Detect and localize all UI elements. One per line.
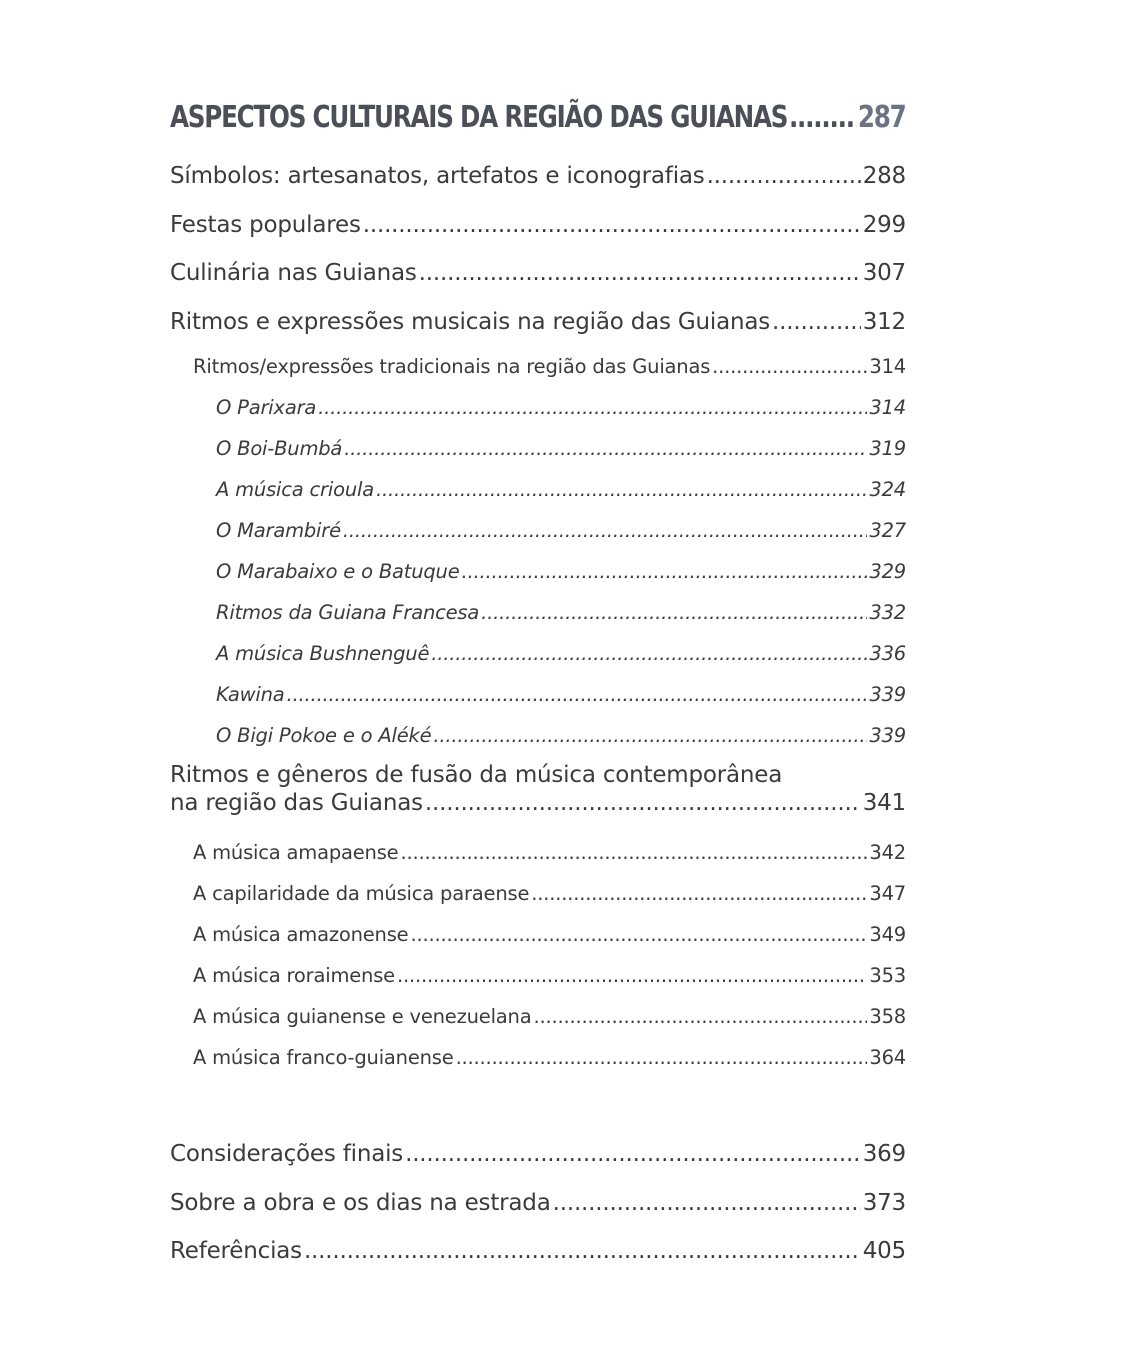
toc-entry-page: 349 [869, 923, 906, 946]
dot-leader [419, 249, 861, 298]
toc-subsubentry [170, 592, 906, 633]
dot-leader [712, 346, 867, 387]
dot-leader [405, 1130, 861, 1179]
toc-entry-label: Sobre a obra e os dias na estrada [170, 1189, 551, 1216]
dot-leader [531, 873, 867, 914]
toc-subsubentry [170, 715, 906, 756]
toc-entry-label: O Boi-Bumbá [216, 437, 343, 460]
toc-entry-label-line1: Ritmos e gêneros de fusão da música contemporânea [170, 762, 783, 788]
dot-leader [376, 469, 867, 510]
toc-entry-page: 353 [869, 964, 906, 987]
toc-entry-label: O Marabaixo e o Batuque [216, 560, 460, 583]
toc-entry-label: Símbolos: artesanatos, artefatos e iconografias [170, 163, 705, 189]
dot-leader [344, 428, 867, 469]
toc-entry-label: Considerações finais [170, 1141, 404, 1167]
toc-entry-label-line2: na região das Guianas [170, 790, 423, 816]
dot-leader [410, 914, 867, 955]
toc-entry-multiline [170, 762, 906, 818]
toc-subentry [170, 832, 906, 873]
toc-entry-label: A música Bushnenguê [216, 642, 430, 665]
toc-entry-page: 369 [862, 1141, 906, 1167]
toc-subentry [170, 955, 906, 996]
toc-entry-page: 319 [869, 437, 906, 460]
toc-entry-page: 327 [869, 519, 906, 542]
toc-subsubentry [170, 674, 906, 715]
toc-subentry [170, 914, 906, 955]
toc-subentry [170, 1037, 906, 1078]
toc-entry-page: 299 [862, 211, 906, 238]
toc-entry-label: O Marambiré [216, 519, 341, 542]
dot-leader [481, 592, 867, 633]
toc-entry-page: 373 [862, 1189, 906, 1216]
toc-entry [170, 249, 906, 298]
dot-leader [433, 715, 867, 756]
toc-entry-page: 324 [869, 478, 906, 501]
dot-leader [707, 152, 861, 201]
toc-entry [170, 298, 906, 347]
toc-subsubentry [170, 633, 906, 674]
dot-leader [363, 201, 861, 250]
toc-entry [170, 152, 906, 201]
toc-entry [170, 1179, 906, 1228]
dot-leader [772, 298, 861, 347]
toc-entry-label: Kawina [216, 683, 285, 706]
dot-leader [456, 1037, 868, 1078]
toc-entry-label: Ritmos da Guiana Francesa [216, 601, 480, 624]
toc-entry-page: 336 [869, 642, 906, 665]
section-page-number: 287 [857, 100, 906, 135]
toc-subentry [170, 346, 906, 387]
toc-entry-page: 332 [869, 601, 906, 624]
dot-leader [318, 387, 867, 428]
toc-entry-label: A música franco-guianense [193, 1046, 454, 1069]
toc-entry [170, 1227, 906, 1276]
toc-subsubentry [170, 428, 906, 469]
section-title: ASPECTOS CULTURAIS DA REGIÃO DAS GUIANAS [170, 100, 788, 135]
toc-entry-label: A música crioula [216, 478, 374, 501]
toc-entry-label: Culinária nas Guianas [170, 260, 417, 286]
dot-leader [431, 633, 867, 674]
dot-leader [425, 788, 861, 818]
toc-entry-page: 329 [869, 560, 906, 583]
toc-entry-label: A música guianense e venezuelana [193, 1005, 532, 1028]
toc-entry-label: Ritmos e expressões musicais na região das Guianas [170, 308, 771, 335]
toc-entry-label: A música amazonense [193, 923, 409, 946]
toc-entry-page: 339 [869, 724, 906, 747]
toc-subentry [170, 873, 906, 914]
toc-entry-label: A música roraimense [193, 964, 395, 987]
toc-entry-label: A música amapaense [193, 841, 399, 864]
dot-leader [343, 510, 867, 551]
section-heading [170, 100, 906, 152]
toc-entry-page: 358 [869, 1005, 906, 1028]
dot-leader [533, 996, 867, 1037]
toc-entry-label: A capilaridade da música paraense [193, 882, 530, 905]
toc-entry-label: Ritmos/expressões tradicionais na região das Guianas [193, 355, 711, 378]
toc-subsubentry [170, 387, 906, 428]
toc-entry-page: 288 [862, 163, 906, 189]
toc-entry-page: 314 [869, 355, 906, 378]
toc-entry [170, 201, 906, 250]
toc-entry-page: 314 [869, 396, 906, 419]
dot-leader [789, 100, 856, 135]
dot-leader [304, 1227, 861, 1276]
dot-leader [287, 674, 868, 715]
toc-entry-page: 307 [862, 260, 906, 286]
toc-entry-label: O Bigi Pokoe e o Aléké [216, 724, 432, 747]
toc-entry [170, 1130, 906, 1179]
toc-entry-label: O Parixara [216, 396, 317, 419]
toc-entry-label: Referências [170, 1238, 302, 1264]
toc-entry-page: 339 [869, 683, 906, 706]
toc-entry-page: 312 [862, 308, 906, 335]
toc-subsubentry [170, 551, 906, 592]
toc-entry-page: 341 [862, 790, 906, 816]
dot-leader [397, 955, 867, 996]
toc-entry-label: Festas populares [170, 211, 361, 238]
dot-leader [400, 832, 867, 873]
toc-subsubentry [170, 510, 906, 551]
table-of-contents [170, 100, 906, 1276]
toc-subentry [170, 996, 906, 1037]
toc-entry-page: 364 [869, 1046, 906, 1069]
dot-leader [553, 1179, 861, 1228]
toc-entry-page: 347 [869, 882, 906, 905]
toc-entry-page: 342 [869, 841, 906, 864]
dot-leader [462, 551, 868, 592]
toc-subsubentry [170, 469, 906, 510]
toc-entry-page: 405 [862, 1238, 906, 1264]
